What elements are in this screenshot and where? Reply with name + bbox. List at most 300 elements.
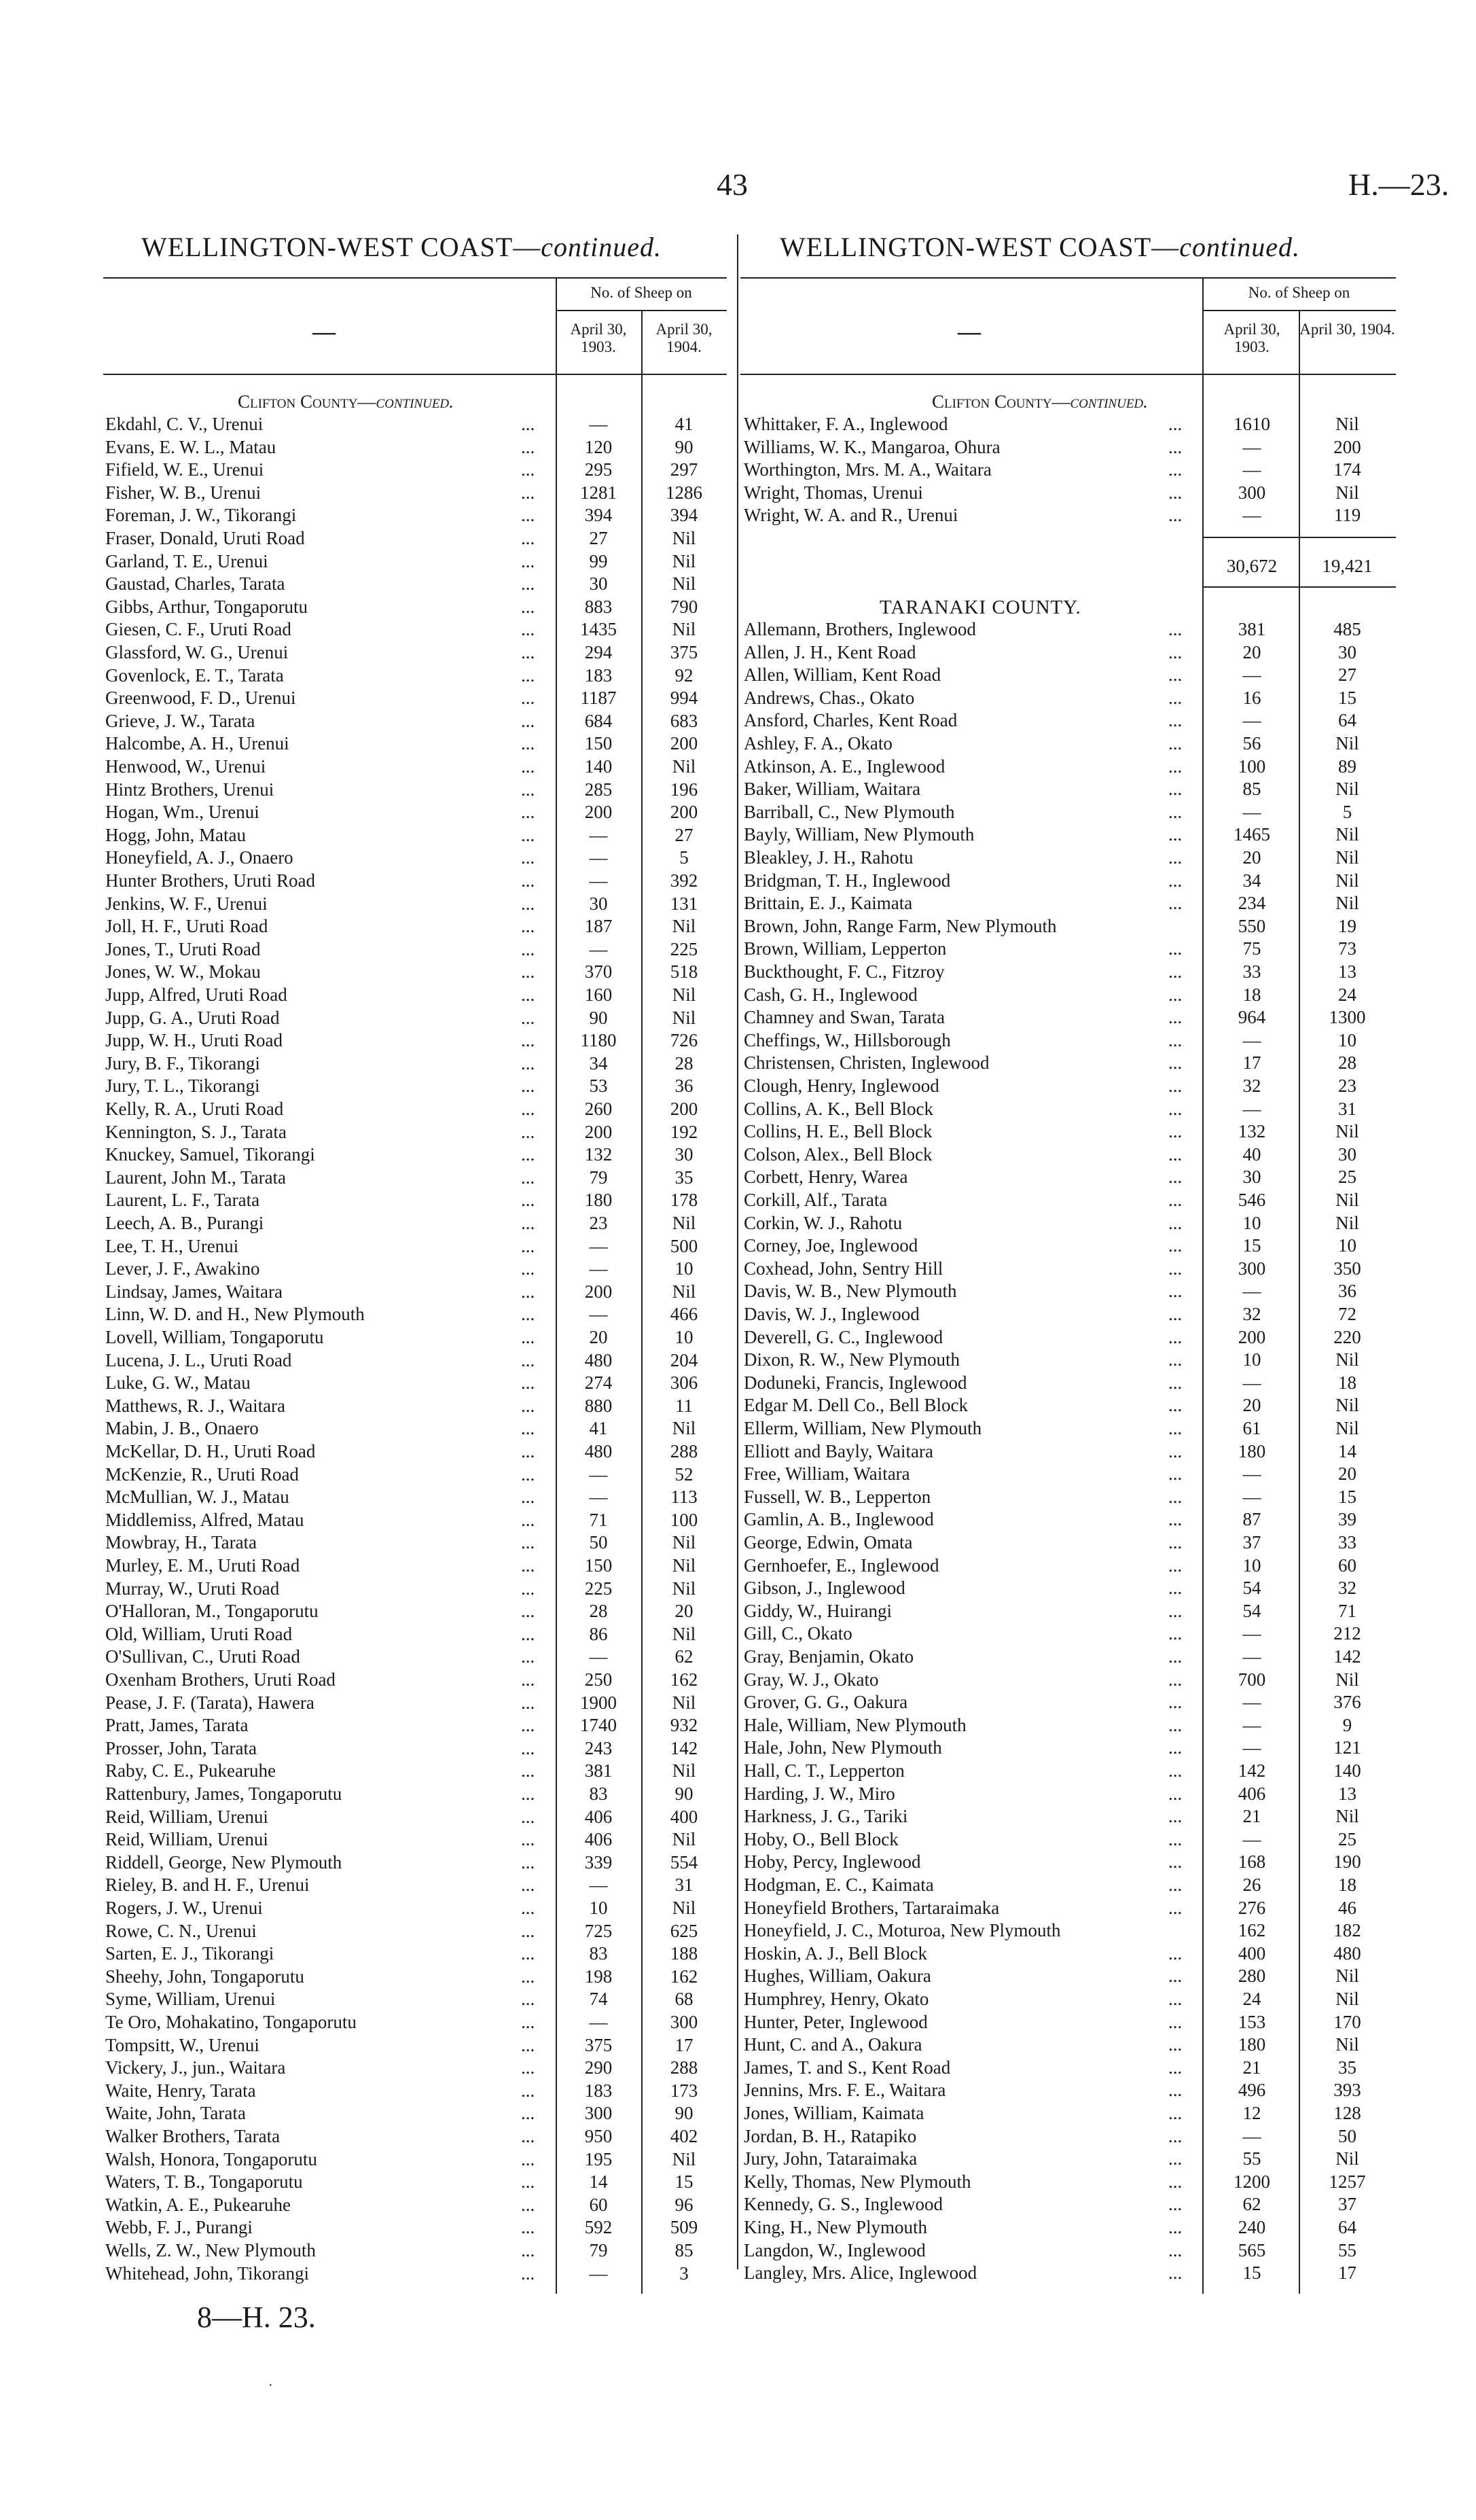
value-1904: 212 [1333, 1623, 1361, 1644]
leader-dots: ... [1168, 1646, 1183, 1667]
table-row [744, 1531, 1396, 1555]
table-row [105, 1007, 727, 1030]
row-name: Gamlin, A. B., Inglewood [744, 1509, 934, 1530]
leader-dots: ... [1168, 893, 1183, 914]
table-row [105, 2102, 727, 2125]
leader-dots: ... [521, 2148, 535, 2169]
value-1903: — [1242, 801, 1261, 822]
leader-dots: ... [521, 893, 535, 914]
value-1903: 99 [589, 550, 608, 571]
leader-dots: ... [521, 1030, 535, 1051]
leader-dots: ... [1168, 1167, 1183, 1188]
value-1903: — [589, 847, 608, 868]
row-name: Brown, John, Range Farm, New Plymouth [744, 915, 1057, 936]
leader-dots: ... [1168, 1806, 1183, 1827]
value-1903: 27 [589, 528, 608, 548]
left-section-clifton [238, 391, 454, 412]
value-1903: 240 [1238, 2217, 1266, 2237]
value-1903: — [589, 1258, 608, 1279]
leader-dots: ... [1168, 1372, 1183, 1393]
table-row [744, 1440, 1396, 1463]
leader-dots: ... [521, 550, 535, 571]
row-name: Bayly, William, New Plymouth [744, 824, 975, 845]
value-1903: 15 [1242, 2262, 1261, 2284]
value-1903: 280 [1238, 1966, 1266, 1987]
row-name: Jones, William, Kaimata [744, 2103, 924, 2123]
table-row [105, 961, 727, 984]
value-1903: 34 [1242, 870, 1261, 891]
table-row [105, 2194, 727, 2217]
value-1904: 220 [1333, 1326, 1361, 1347]
right-header-top-rule [740, 277, 1396, 279]
value-1904: 5 [679, 847, 689, 868]
value-1903: 153 [1238, 2011, 1266, 2032]
row-name: Corkill, Alf., Tarata [744, 1190, 888, 1210]
value-1904: 68 [674, 1989, 694, 2010]
value-1903: — [1242, 664, 1261, 686]
leader-dots: ... [1168, 984, 1183, 1005]
table-row [744, 1600, 1396, 1623]
value-1903: 1465 [1234, 824, 1270, 845]
left-title-continued: continued. [541, 232, 662, 262]
right-col2-header: April 30, 1904. [1299, 321, 1395, 338]
leader-dots: ... [521, 1076, 535, 1097]
table-row [744, 2057, 1396, 2080]
value-1904: Nil [1335, 414, 1359, 434]
row-name: Garland, T. E., Urenui [105, 550, 268, 571]
value-1904: 5 [1342, 801, 1352, 822]
value-1904: 30 [674, 1144, 694, 1165]
row-name: Dixon, R. W., New Plymouth [744, 1349, 960, 1370]
leader-dots: ... [1168, 1098, 1183, 1119]
leader-dots: ... [521, 1851, 535, 1873]
row-name: Glassford, W. G., Urenui [105, 642, 289, 662]
value-1904: 96 [674, 2194, 694, 2215]
table-row [744, 1874, 1396, 1897]
leader-dots: ... [1168, 824, 1183, 845]
table-row [105, 1212, 727, 1235]
left-section-main: Clifton County— [238, 391, 376, 412]
value-1903: 60 [589, 2194, 608, 2215]
leader-dots: ... [521, 436, 535, 457]
leader-dots: ... [1168, 779, 1183, 800]
value-1903: 285 [584, 779, 613, 800]
row-name: McKellar, D. H., Uruti Road [105, 1441, 316, 1461]
row-name: Cheffings, W., Hillsborough [744, 1029, 951, 1050]
right-title-main: WELLINGTON-WEST COAST— [780, 232, 1180, 262]
table-row [105, 801, 727, 824]
value-1903: 180 [584, 1190, 613, 1211]
value-1904: Nil [1335, 1349, 1359, 1370]
row-name: Waite, John, Tarata [105, 2103, 246, 2124]
leader-dots: ... [521, 642, 535, 662]
value-1903: — [1242, 436, 1261, 457]
table-row [105, 1623, 727, 1646]
table-row [105, 1806, 727, 1829]
leader-dots: ... [1168, 1190, 1183, 1210]
value-1903: 1180 [580, 1030, 617, 1051]
value-1904: 89 [1338, 756, 1356, 777]
value-1903: 150 [584, 733, 613, 754]
value-1904: Nil [672, 550, 696, 571]
table-row [105, 1646, 727, 1669]
right-column-title [780, 231, 1300, 263]
row-name: Corkin, W. J., Rahotu [744, 1212, 903, 1233]
value-1904: 64 [1338, 710, 1356, 731]
value-1903: — [1242, 1372, 1261, 1393]
value-1904: Nil [1335, 824, 1359, 845]
value-1903: 1187 [580, 688, 617, 709]
table-row [105, 1783, 727, 1806]
value-1904: 18 [1338, 1875, 1356, 1895]
value-1904: 392 [670, 870, 698, 891]
row-name: Collins, H. E., Bell Block [744, 1121, 933, 1142]
value-1903: 300 [1238, 482, 1266, 503]
row-name: Ekdahl, C. V., Urenui [105, 414, 264, 434]
leader-dots: ... [521, 414, 535, 434]
table-row [744, 1942, 1396, 1966]
leader-dots: ... [521, 1669, 535, 1690]
table-row [744, 1897, 1396, 1920]
value-1904: 36 [1338, 1281, 1356, 1302]
value-1904: Nil [672, 619, 696, 640]
leader-dots: ... [521, 1646, 535, 1667]
row-name: Laurent, L. F., Tarata [105, 1190, 260, 1211]
value-1904: Nil [1335, 1190, 1359, 1210]
value-1903: — [1242, 2125, 1261, 2146]
value-1904: Nil [672, 2148, 696, 2169]
row-name: Raby, C. E., Pukearuhe [105, 1760, 276, 1781]
value-1903: — [1242, 1828, 1261, 1849]
value-1904: 178 [670, 1190, 698, 1211]
row-name: McKenzie, R., Uruti Road [105, 1463, 299, 1485]
row-name: King, H., New Plymouth [744, 2217, 927, 2237]
leader-dots: ... [1168, 1440, 1183, 1461]
table-row [105, 1988, 727, 2011]
left-group-header: No. of Sheep on [590, 284, 692, 301]
value-1904: 31 [1338, 1098, 1356, 1119]
row-name: Langley, Mrs. Alice, Inglewood [744, 2262, 977, 2284]
value-1903: 339 [584, 1851, 613, 1873]
table-row [744, 1555, 1396, 1578]
table-row [105, 1669, 727, 1692]
row-name: Leech, A. B., Purangi [105, 1213, 264, 1233]
table-row [744, 2239, 1396, 2262]
row-name: Gibbs, Arthur, Tongaporutu [105, 596, 308, 617]
leader-dots: ... [521, 824, 535, 845]
value-1904: 192 [670, 1121, 698, 1142]
value-1903: 565 [1238, 2239, 1266, 2260]
leader-dots: ... [521, 2012, 535, 2032]
value-1903: 20 [589, 1327, 608, 1347]
leader-dots: ... [1168, 1966, 1183, 1987]
leader-dots: ... [1168, 1555, 1183, 1576]
value-1903: 546 [1238, 1190, 1266, 1210]
value-1904: 32 [1338, 1578, 1356, 1599]
left-header-bottom-rule [103, 374, 727, 375]
value-1903: 56 [1242, 733, 1261, 753]
value-1903: 1200 [1234, 2171, 1270, 2192]
value-1903: 250 [584, 1669, 613, 1690]
row-name: Vickery, J., jun., Waitara [105, 2057, 286, 2078]
table-row [744, 1143, 1396, 1167]
value-1903: 55 [1242, 2148, 1261, 2169]
leader-dots: ... [521, 1121, 535, 1142]
value-1903: 243 [584, 1737, 613, 1758]
leader-dots: ... [1168, 459, 1183, 480]
table-row [105, 2125, 727, 2148]
value-1903: 883 [584, 596, 613, 617]
value-1903: 160 [584, 984, 613, 1005]
value-1904: 17 [1338, 2262, 1356, 2284]
value-1904: 71 [1338, 1600, 1356, 1621]
table-row [105, 1509, 727, 1532]
leader-dots: ... [1168, 641, 1183, 662]
table-row [744, 823, 1396, 847]
table-row [105, 984, 727, 1007]
value-1904: 200 [670, 1099, 698, 1119]
value-1904: 37 [1338, 2194, 1356, 2215]
row-name: Laurent, John M., Tarata [105, 1167, 287, 1188]
table-row [105, 2148, 727, 2171]
table-row [105, 618, 727, 641]
table-row [744, 1988, 1396, 2011]
leader-dots: ... [1168, 2034, 1183, 2055]
row-name: Luke, G. W., Matau [105, 1372, 251, 1394]
table-row [744, 1189, 1396, 1212]
table-row [744, 482, 1396, 505]
row-name: Gaustad, Charles, Tarata [105, 573, 285, 594]
value-1904: 142 [670, 1737, 698, 1758]
row-name: Walker Brothers, Tarata [105, 2126, 281, 2146]
value-1904: 62 [674, 1646, 694, 1667]
table-row [105, 710, 727, 733]
table-row [105, 1897, 727, 1920]
value-1903: 200 [584, 1281, 613, 1302]
row-name: Whitehead, John, Tikorangi [105, 2262, 309, 2284]
leader-dots: ... [521, 1304, 535, 1325]
value-1904: 393 [1333, 2080, 1361, 2101]
row-name: Tompsitt, W., Urenui [105, 2034, 259, 2055]
value-1904: Nil [1335, 779, 1359, 800]
table-row [105, 1714, 727, 1737]
table-row [105, 1303, 727, 1326]
leader-dots: ... [1168, 1418, 1183, 1438]
right-section-clifton [932, 391, 1148, 412]
value-1904: 100 [670, 1509, 698, 1530]
value-1904: 23 [1338, 1076, 1356, 1096]
value-1903: — [589, 824, 608, 845]
leader-dots: ... [521, 1555, 535, 1576]
value-1903: 187 [584, 916, 613, 937]
table-row [105, 1920, 727, 1943]
value-1903: 142 [1238, 1760, 1266, 1781]
leader-dots: ... [1168, 2194, 1183, 2215]
leader-dots: ... [1168, 1235, 1183, 1256]
value-1903: 1610 [1234, 414, 1270, 434]
leader-dots: ... [1168, 1828, 1183, 1849]
table-row [744, 2148, 1396, 2171]
value-1904: 10 [674, 1258, 694, 1279]
value-1903: — [589, 1235, 608, 1256]
leader-dots: ... [521, 688, 535, 709]
center-divider [737, 234, 738, 2269]
table-row [744, 1714, 1396, 1737]
value-1903: — [1242, 1463, 1261, 1485]
table-row [744, 1280, 1396, 1303]
value-1903: 32 [1242, 1076, 1261, 1096]
leader-dots: ... [521, 1281, 535, 1302]
table-row [744, 687, 1396, 710]
value-1904: 46 [1338, 1897, 1356, 1918]
row-name: Ashley, F. A., Okato [744, 733, 893, 753]
leader-dots: ... [1168, 1486, 1183, 1507]
row-name: Honeyfield, J. C., Moturoa, New Plymouth [744, 1920, 1061, 1941]
value-1904: 41 [674, 414, 694, 434]
row-name: Christensen, Christen, Inglewood [744, 1052, 990, 1073]
value-1904: 306 [670, 1372, 698, 1394]
value-1903: 225 [584, 1578, 613, 1599]
leader-dots: ... [521, 1760, 535, 1781]
table-row [744, 2102, 1396, 2125]
table-row [105, 664, 727, 688]
leader-dots: ... [521, 1532, 535, 1553]
leader-dots: ... [1168, 2262, 1183, 2284]
value-1903: 406 [584, 1829, 613, 1850]
value-1904: 119 [1333, 505, 1361, 526]
leader-dots: ... [521, 1463, 535, 1485]
table-row [744, 2034, 1396, 2057]
leader-dots: ... [521, 1898, 535, 1918]
table-row [744, 1577, 1396, 1600]
value-1904: 485 [1333, 619, 1361, 639]
value-1904: 500 [670, 1235, 698, 1256]
value-1904: 20 [1338, 1463, 1356, 1485]
leader-dots: ... [1168, 2171, 1183, 2192]
leader-dots: ... [521, 459, 535, 480]
left-column-title [141, 231, 662, 263]
row-name: Hoby, Percy, Inglewood [744, 1851, 921, 1873]
value-1904: 170 [1333, 2011, 1361, 2032]
table-row [744, 413, 1396, 436]
value-1904: 376 [1333, 1692, 1361, 1713]
leader-dots: ... [521, 573, 535, 594]
row-name: Gray, W. J., Okato [744, 1669, 879, 1690]
value-1904: 121 [1333, 1737, 1361, 1758]
value-1904: 72 [1338, 1304, 1356, 1324]
row-name: Jupp, Alfred, Uruti Road [105, 984, 287, 1005]
row-name: Waite, Henry, Tarata [105, 2080, 256, 2101]
value-1903: 183 [584, 664, 613, 686]
value-1904: 30 [1338, 1143, 1356, 1165]
value-1903: 162 [1238, 1920, 1266, 1941]
leader-dots: ... [1168, 2125, 1183, 2146]
row-name: Sheehy, John, Tongaporutu [105, 1966, 304, 1987]
value-1904: 394 [670, 505, 698, 526]
row-name: Lindsay, James, Waitara [105, 1281, 283, 1302]
leader-dots: ... [1168, 2011, 1183, 2032]
leader-dots: ... [1168, 1281, 1183, 1302]
value-1903: 100 [1238, 756, 1266, 777]
table-row [105, 1395, 727, 1418]
value-1903: 26 [1242, 1875, 1261, 1895]
row-name: Murray, W., Uruti Road [105, 1578, 280, 1599]
table-row [105, 1555, 727, 1578]
leader-dots: ... [1168, 414, 1183, 434]
row-name: Mowbray, H., Tarata [105, 1532, 257, 1553]
value-1903: 30 [1242, 1167, 1261, 1188]
row-name: Govenlock, E. T., Tarata [105, 664, 284, 686]
row-name: Davis, W. J., Inglewood [744, 1304, 920, 1324]
value-1904: Nil [672, 1007, 696, 1028]
value-1904: 15 [1338, 687, 1356, 708]
value-1904: 131 [670, 893, 698, 914]
row-name: Edgar M. Dell Co., Bell Block [744, 1395, 968, 1416]
value-1904: 400 [670, 1806, 698, 1827]
value-1904: 52 [674, 1463, 694, 1485]
value-1904: 790 [670, 596, 698, 617]
value-1903: 14 [589, 2171, 608, 2193]
value-1903: 964 [1238, 1007, 1266, 1028]
value-1903: — [1242, 1646, 1261, 1667]
leader-dots: ... [521, 1875, 535, 1896]
row-name: Foreman, J. W., Tikorangi [105, 505, 297, 526]
leader-dots: ... [521, 802, 535, 823]
row-name: Grieve, J. W., Tarata [105, 710, 255, 731]
leader-dots: ... [521, 1190, 535, 1211]
row-name: Davis, W. B., New Plymouth [744, 1281, 957, 1302]
leader-dots: ... [1168, 2057, 1183, 2078]
value-1903: 294 [584, 642, 613, 662]
leader-dots: ... [1168, 1578, 1183, 1599]
row-name: Cash, G. H., Inglewood [744, 984, 918, 1005]
value-1903: 200 [584, 802, 613, 823]
value-1904: 288 [670, 1441, 698, 1461]
row-name: Hunter, Peter, Inglewood [744, 2011, 928, 2032]
value-1903: 700 [1238, 1669, 1266, 1690]
value-1903: — [589, 1646, 608, 1667]
value-1904: 73 [1338, 938, 1356, 959]
value-1904: 994 [670, 688, 698, 709]
table-row [744, 709, 1396, 732]
footer-code: 8—H. 23. [197, 2301, 316, 2334]
value-1904: 28 [1338, 1052, 1356, 1073]
value-1904: Nil [672, 1623, 696, 1644]
right-col1-header: April 30, 1903. [1223, 321, 1280, 355]
leader-dots: ... [1168, 619, 1183, 639]
table-row [105, 1052, 727, 1076]
row-name: Grover, G. G., Oakura [744, 1692, 908, 1713]
value-1904: Nil [672, 1555, 696, 1576]
row-name: Gill, C., Okato [744, 1623, 852, 1644]
value-1903: 295 [584, 459, 613, 480]
value-1903: 260 [584, 1099, 613, 1119]
table-row [105, 1235, 727, 1258]
leader-dots: ... [1168, 1692, 1183, 1713]
value-1903: 50 [589, 1532, 608, 1553]
right-section-taranaki: TARANAKI COUNTY. [880, 597, 1081, 618]
table-row [744, 1075, 1396, 1098]
leader-dots: ... [1168, 2217, 1183, 2237]
row-name: Lever, J. F., Awakino [105, 1258, 260, 1279]
table-row [744, 847, 1396, 870]
row-name: Gibson, J., Inglewood [744, 1578, 905, 1599]
leader-dots: ... [521, 2034, 535, 2055]
leader-dots: ... [521, 1007, 535, 1028]
leader-dots: ... [521, 2057, 535, 2078]
row-name: Hale, John, New Plymouth [744, 1737, 942, 1758]
row-name: Chamney and Swan, Tarata [744, 1007, 946, 1028]
